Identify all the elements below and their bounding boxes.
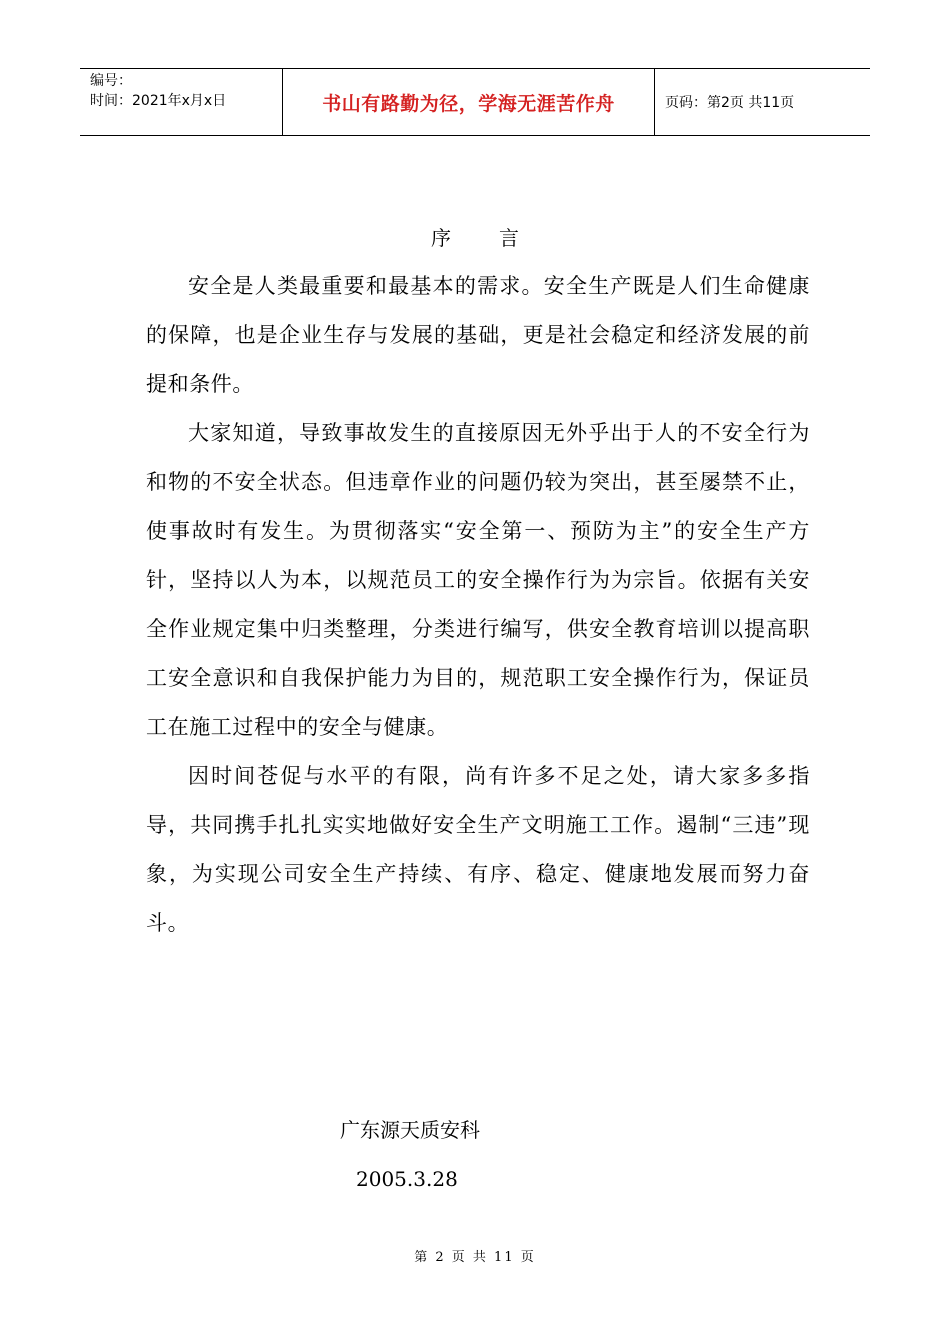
header-motto [282,69,655,135]
motto-text: 书山有路勤为径，学海无涯苦作舟 [322,92,615,115]
time-label: 时间：2021年x月x日 [90,93,227,109]
document-body [146,262,810,948]
document-title: 序言 [431,226,567,250]
page-footer: 第 2 页 共 11 页 [414,1250,536,1265]
number-label: 编号： [90,73,132,89]
document-header [80,68,870,136]
page-info-text: 页码：第2页 共11页 [665,95,795,111]
paragraph-2: 大家知道，导致事故发生的直接原因无外乎出于人的不安全行为和物的不安全状态。但违章作业的问题仍较为突出，甚至屡禁不止，使事故时有发生。为贯彻落实“安全第一、预防为主”的安全生产方针，坚持以人为本，以规范员工的安全操作行为为宗旨。依据有关安全作业规定集中归类整理，分类进行编写，供安全教育培训以提高职工安全意识和自我保护能力为目的，规范职工安全操作行为，保证员工在施工过程中的安全与健康。 [146,421,810,739]
header-page-info [655,69,870,135]
paragraph-3: 因时间苍促与水平的有限，尚有许多不足之处，请大家多多指导，共同携手扎扎实实地做好安全生产文明施工工作。遏制“三违”现象，为实现公司安全生产持续、有序、稳定、健康地发展而努力奋斗。 [146,764,810,935]
signature-org: 广东源天质安科 [340,1118,480,1142]
signature-date: 2005.3.28 [356,1167,458,1191]
paragraph-1: 安全是人类最重要和最基本的需求。安全生产既是人们生命健康的保障，也是企业生存与发展的基础，更是社会稳定和经济发展的前提和条件。 [146,274,810,396]
header-meta [80,69,282,135]
